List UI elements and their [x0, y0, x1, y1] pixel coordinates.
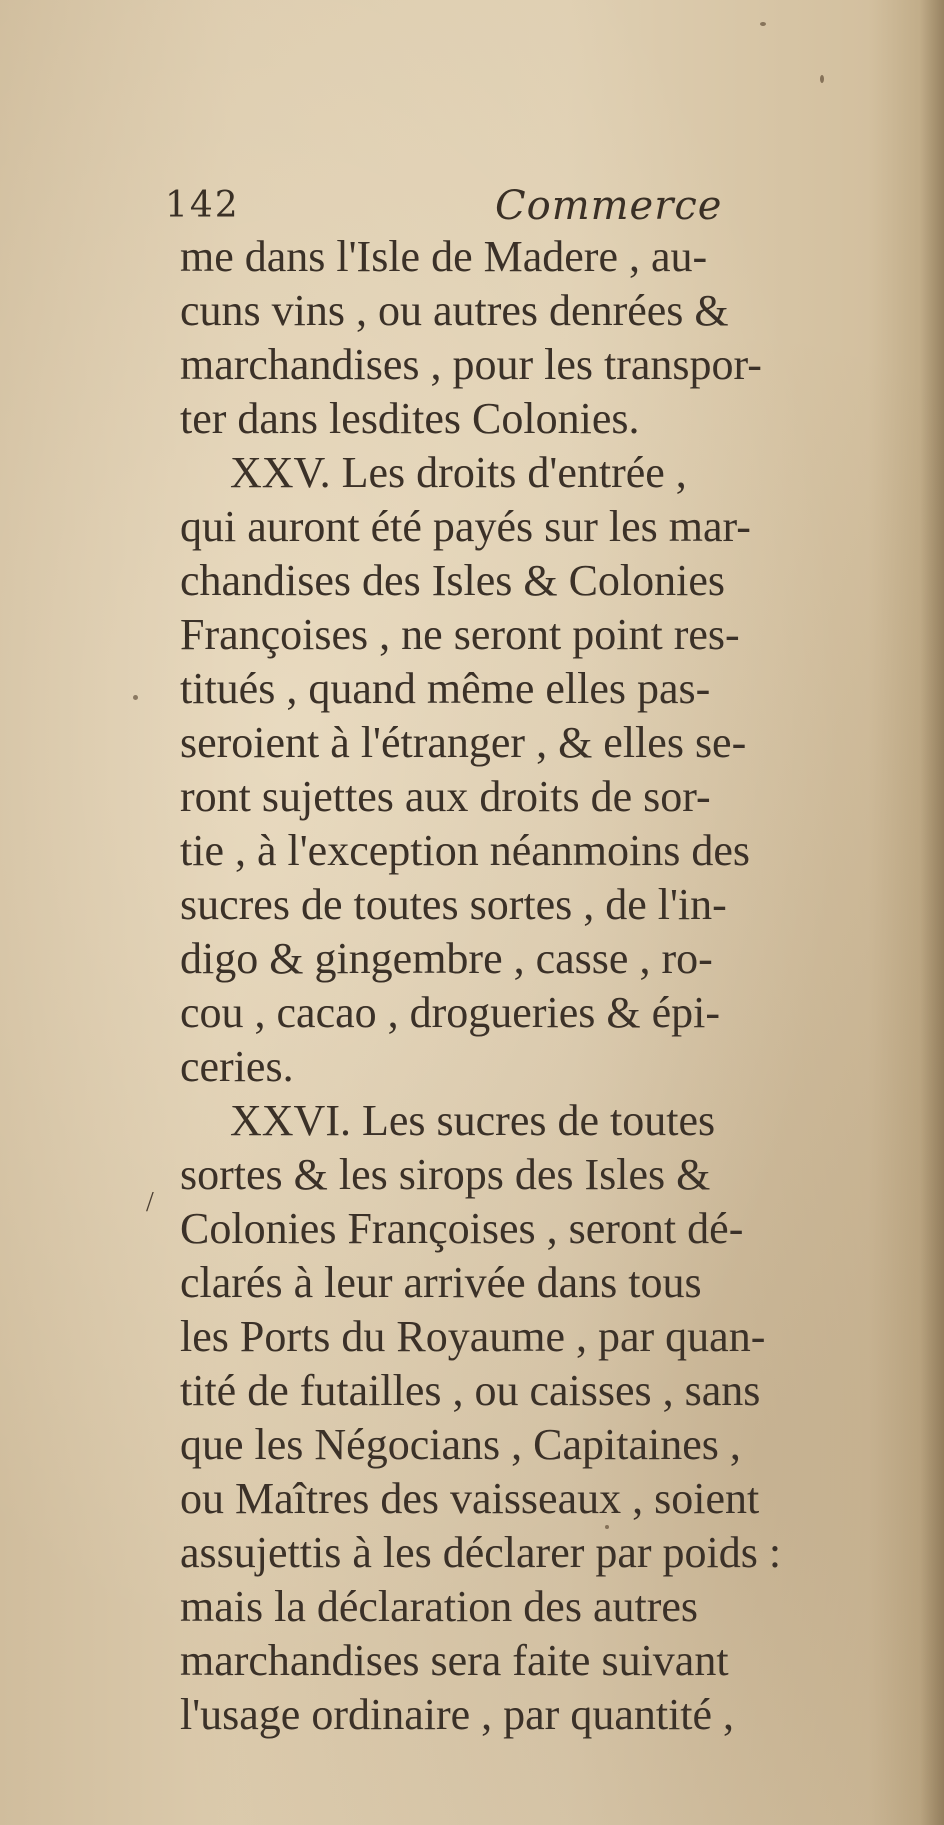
margin-mark: /	[146, 1187, 154, 1218]
text-line: l'usage ordinaire , par quantité ,	[180, 1690, 735, 1739]
text-line: ceries.	[180, 1042, 294, 1091]
text-line: cou , cacao , drogueries & épi-	[180, 988, 720, 1037]
body-text	[180, 230, 940, 1739]
ink-speck	[760, 22, 766, 26]
text-line: mais la déclaration des autres	[180, 1582, 699, 1631]
page-number: 142	[165, 185, 240, 226]
text-line: digo & gingembre , casse , ro-	[180, 934, 713, 983]
article-heading-line: XXV. Les droits d'entrée ,	[230, 448, 687, 497]
text-line: sortes & les sirops des Isles &	[180, 1150, 711, 1199]
text-line: tité de futailles , ou caisses , sans	[180, 1366, 761, 1415]
text-line: ront sujettes aux droits de sor-	[180, 772, 711, 821]
text-line: Françoises , ne seront point res-	[180, 610, 740, 659]
text-line: que les Négocians , Capitaines ,	[180, 1420, 741, 1469]
text-line: chandises des Isles & Colonies	[180, 556, 726, 605]
text-line: clarés à leur arrivée dans tous	[180, 1258, 702, 1307]
text-line: ter dans lesdites Colonies.	[180, 394, 640, 443]
text-line: les Ports du Royaume , par quan-	[180, 1312, 766, 1361]
text-line: titués , quand même elles pas-	[180, 664, 711, 713]
text-line: ou Maîtres des vaisseaux , soient	[180, 1474, 760, 1523]
text-line: qui auront été payés sur les mar-	[180, 502, 751, 551]
article-heading-line: XXVI. Les sucres de toutes	[230, 1096, 716, 1145]
text-line: marchandises , pour les transpor-	[180, 340, 762, 389]
text-line: seroient à l'étranger , & elles se-	[180, 718, 747, 767]
running-head: Commerce	[495, 183, 723, 229]
ink-speck	[820, 75, 824, 83]
text-line: me dans l'Isle de Madere , au-	[180, 232, 708, 281]
text-line: tie , à l'exception néanmoins des	[180, 826, 750, 875]
ink-speck	[133, 695, 138, 700]
text-line: sucres de toutes sortes , de l'in-	[180, 880, 727, 929]
text-line: assujettis à les déclarer par poids :	[180, 1528, 782, 1577]
text-line: Colonies Françoises , seront dé-	[180, 1204, 744, 1253]
text-line: marchandises sera faite suivant	[180, 1636, 729, 1685]
text-line: cuns vins , ou autres denrées &	[180, 286, 729, 335]
